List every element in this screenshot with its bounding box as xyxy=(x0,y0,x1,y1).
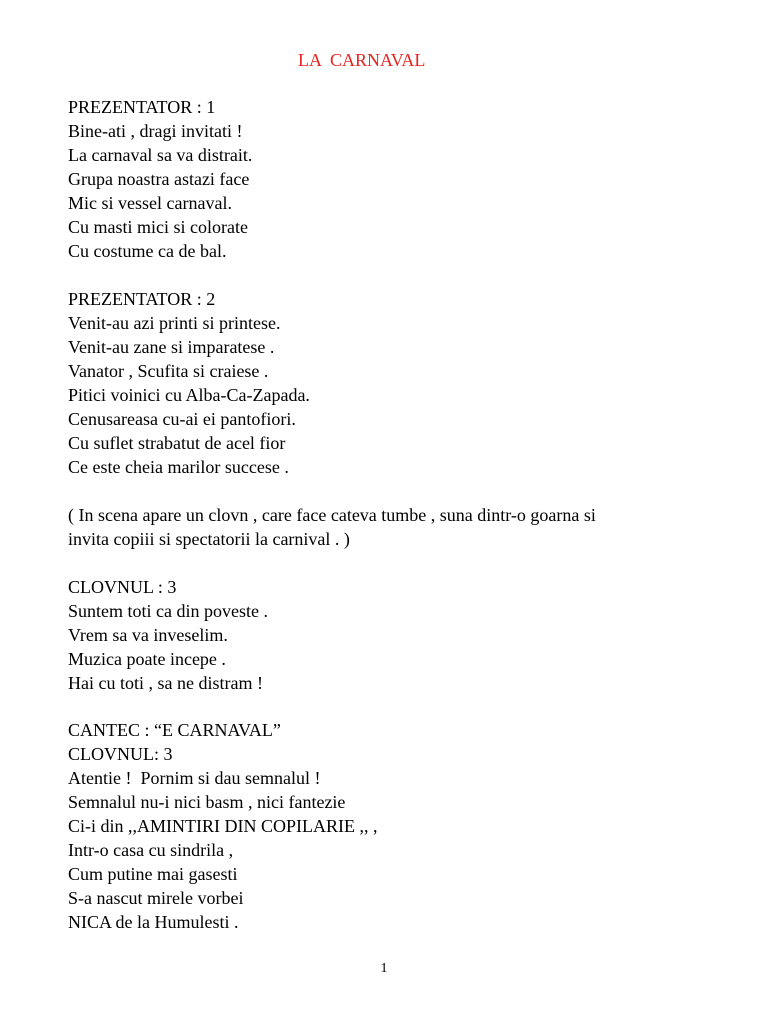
verse-line: Intr-o casa cu sindrila , xyxy=(68,840,234,860)
speaker-line: PREZENTATOR : 1 xyxy=(68,97,216,117)
verse-line: Hai cu toti , sa ne distram ! xyxy=(68,673,263,693)
verse-line: Cu masti mici si colorate xyxy=(68,217,248,237)
verse-line: S-a nascut mirele vorbei xyxy=(68,888,244,908)
speaker-line: CLOVNUL : 3 xyxy=(68,577,177,597)
verse-line: La carnaval sa va distrait. xyxy=(68,145,253,165)
verse-line: Semnalul nu-i nici basm , nici fantezie xyxy=(68,792,346,812)
verse-line: Grupa noastra astazi face xyxy=(68,169,250,189)
verse-line: Venit-au azi printi si printese. xyxy=(68,313,281,333)
speaker-line: PREZENTATOR : 2 xyxy=(68,289,216,309)
verse-line: Cu suflet strabatut de acel fior xyxy=(68,433,286,453)
verse-line: Bine-ati , dragi invitati ! xyxy=(68,121,243,141)
verse-line: Pitici voinici cu Alba-Ca-Zapada. xyxy=(68,385,310,405)
stage-direction-line: ( In scena apare un clovn , care face cateva tumbe , suna dintr-o goarna si xyxy=(68,505,596,525)
verse-line: Ce este cheia marilor succese . xyxy=(68,457,289,477)
verse-line: Cu costume ca de bal. xyxy=(68,241,227,261)
verse-line: Vanator , Scufita si craiese . xyxy=(68,361,269,381)
verse-line: Suntem toti ca din poveste . xyxy=(68,601,268,621)
stage-direction-line: invita copiii si spectatorii la carnival . ) xyxy=(68,529,350,549)
verse-line: Cenusareasa cu-ai ei pantofiori. xyxy=(68,409,296,429)
song-line: CANTEC : “E CARNAVAL” xyxy=(68,720,281,740)
verse-line: Mic si vessel carnaval. xyxy=(68,193,232,213)
page-number: 1 xyxy=(380,961,388,976)
verse-line: Cum putine mai gasesti xyxy=(68,864,238,884)
verse-line: Vrem sa va inveselim. xyxy=(68,625,228,645)
document-title: LA CARNAVAL xyxy=(298,50,426,70)
verse-line: Ci-i din ,,AMINTIRI DIN COPILARIE ,, , xyxy=(68,816,378,836)
speaker-line: CLOVNUL: 3 xyxy=(68,744,173,764)
verse-line: Muzica poate incepe . xyxy=(68,649,226,669)
verse-line: Atentie ! Pornim si dau semnalul ! xyxy=(68,768,321,788)
verse-line: Venit-au zane si imparatese . xyxy=(68,337,275,357)
verse-line: NICA de la Humulesti . xyxy=(68,912,239,932)
